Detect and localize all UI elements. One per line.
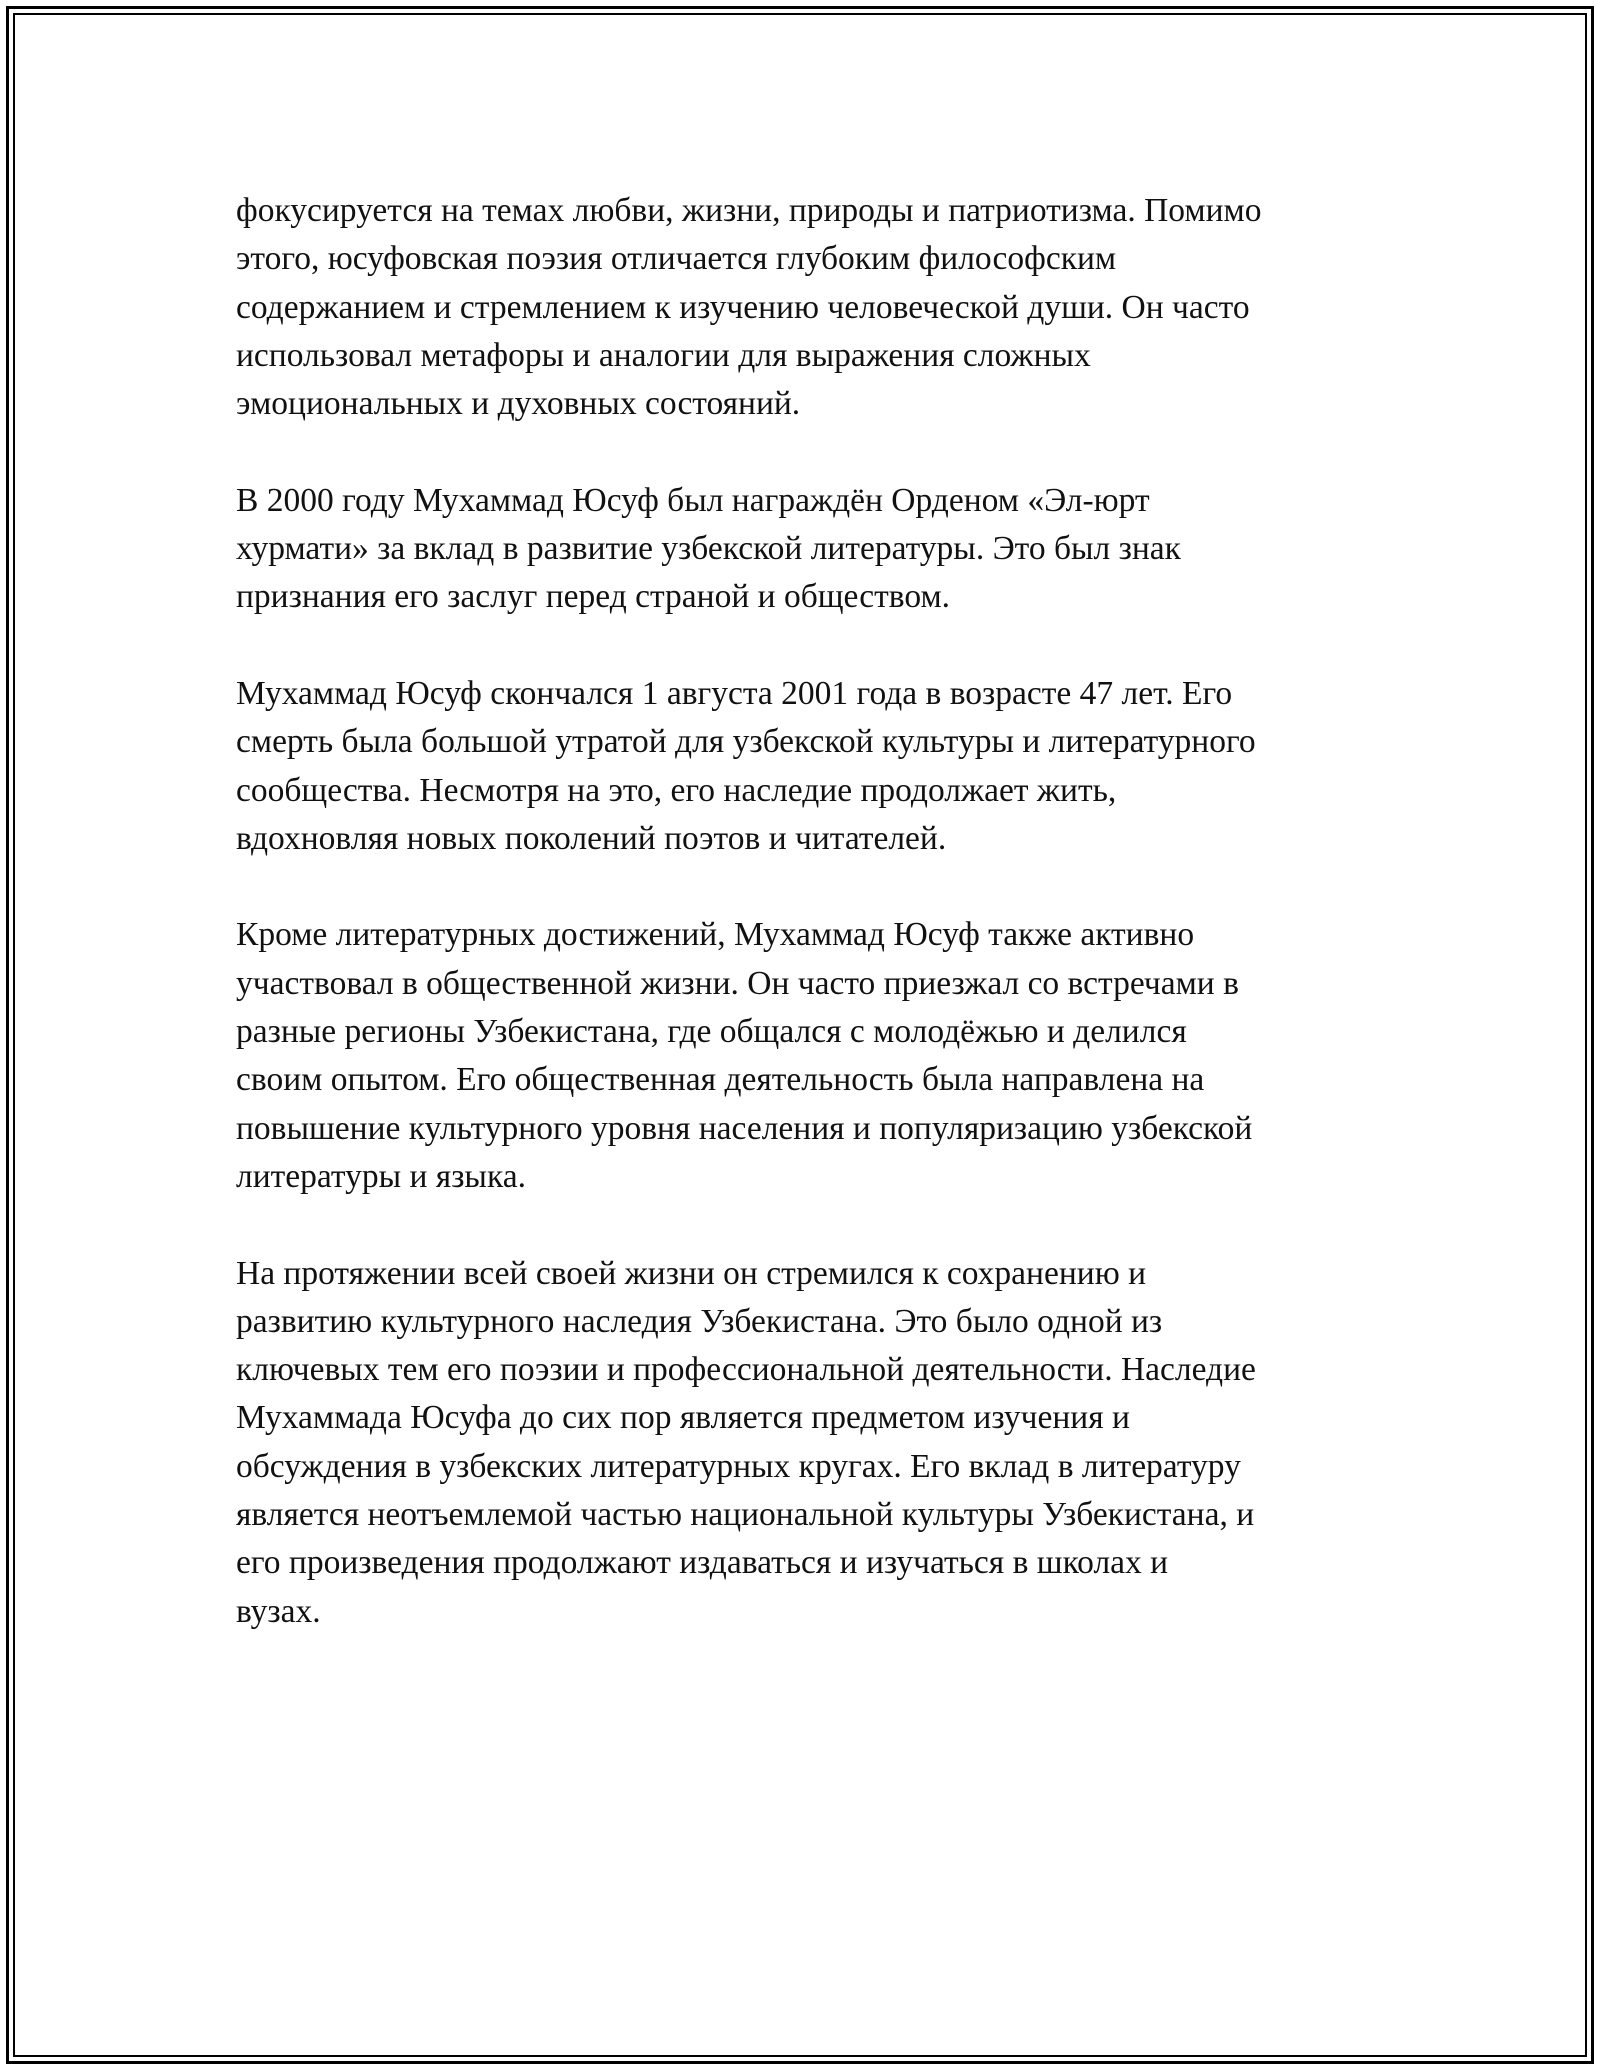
- document-body: [236, 187, 1376, 1684]
- paragraph-4: Кроме литературных достижений, Мухаммад Юсуф также активно участвовал в общественной жизни. Он часто приезжал со встречами в разные регионы Узбекистана, где общался с молодёжью и делился своим опытом. Его общественная деятельность была направлена на повышение культурного уровня населения и популяризацию узбекской литературы и языка.: [236, 916, 1253, 1195]
- paragraph-2: В 2000 году Мухаммад Юсуф был награждён Орденом «Эл-юрт хурмати» за вклад в развитие узбекской литературы. Это был знак признания его заслуг перед страной и обществом.: [236, 481, 1181, 616]
- paragraph-5: На протяжении всей своей жизни он стремился к сохранению и развитию культурного наследия Узбекистана. Это было одной из ключевых тем его поэзии и профессиональной деятельности. Наследие Мухаммада Юсуфа до сих пор является предметом изучения и обсуждения в узбекских литературных кругах. Его вклад в литературу является неотъемлемой частью национальной культуры Узбекистана, и его произведения продолжают издаваться и изучаться в школах и вузах.: [236, 1254, 1256, 1630]
- paragraph-3: Мухаммад Юсуф скончался 1 августа 2001 года в возрасте 47 лет. Его смерть была большой утратой для узбекской культуры и литературного сообщества. Несмотря на это, его наследие продолжает жить, вдохновляя новых поколений поэтов и читателей.: [236, 674, 1256, 857]
- paragraph-1: фокусируется на темах любви, жизни, природы и патриотизма. Помимо этого, юсуфовская поэзия отличается глубоким философским содержанием и стремлением к изучению человеческой души. Он часто использовал метафоры и аналогии для выражения сложных эмоциональных и духовных состояний.: [236, 192, 1262, 423]
